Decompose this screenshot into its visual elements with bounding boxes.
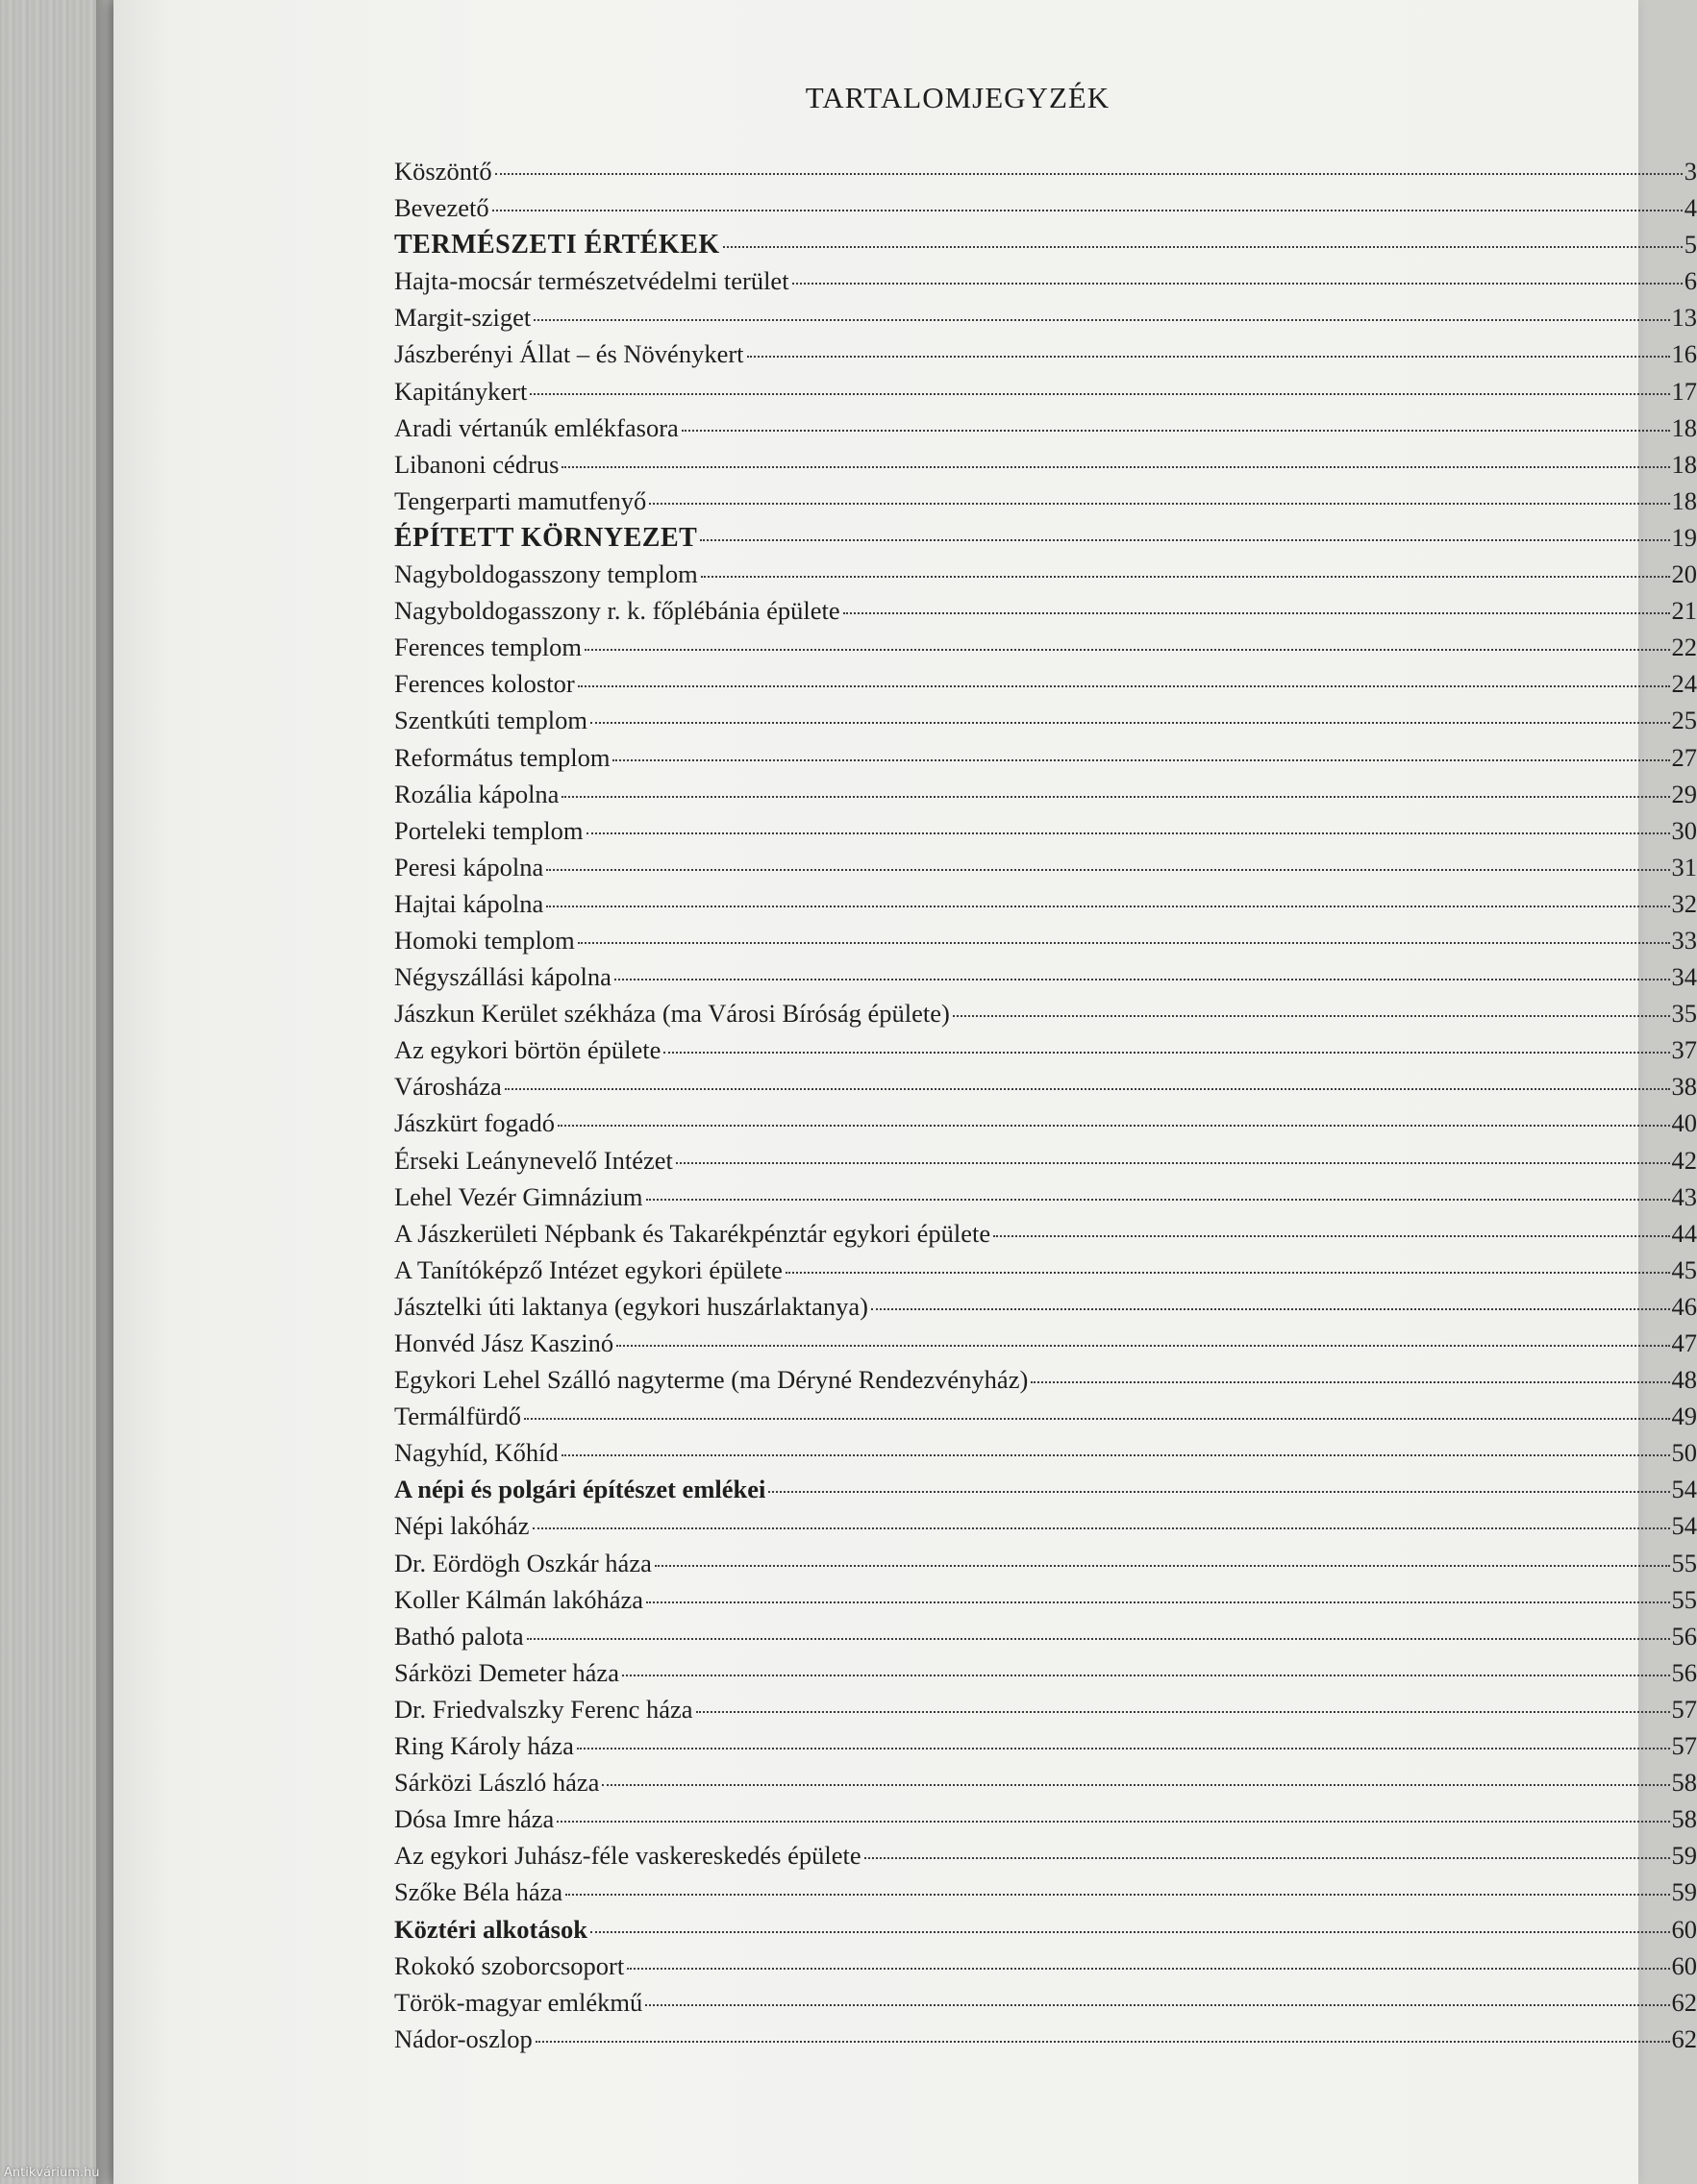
toc-entry bbox=[394, 853, 1697, 889]
toc-page-number: 46 bbox=[1671, 1291, 1697, 1321]
toc-entry-label: Koller Kálmán lakóháza bbox=[394, 1584, 643, 1614]
toc-entry bbox=[394, 1841, 1697, 1877]
toc-entry bbox=[394, 193, 1697, 230]
toc-dot-leader bbox=[701, 576, 1670, 578]
toc-entry bbox=[394, 1658, 1697, 1695]
toc-entry-label: A Tanítóképző Intézet egykori épülete bbox=[394, 1254, 783, 1284]
toc-dot-leader bbox=[495, 173, 1683, 175]
toc-dot-leader bbox=[627, 1968, 1669, 1970]
toc-page-number: 45 bbox=[1671, 1254, 1697, 1284]
toc-entry-label: Nádor-oszlop bbox=[394, 2023, 533, 2053]
toc-entry-label: Dr. Friedvalszky Ferenc háza bbox=[394, 1694, 693, 1724]
toc-entry bbox=[394, 669, 1697, 706]
toc-entry-label: Ferences templom bbox=[394, 633, 583, 662]
toc-dot-leader bbox=[558, 1125, 1669, 1127]
toc-entry bbox=[394, 486, 1697, 523]
toc-page-number: 18 bbox=[1671, 412, 1697, 442]
toc-dot-leader bbox=[505, 1088, 1670, 1090]
toc-page-number: 56 bbox=[1671, 1621, 1697, 1650]
toc-dot-leader bbox=[590, 722, 1670, 724]
toc-entry bbox=[394, 1108, 1697, 1145]
toc-entry bbox=[394, 339, 1697, 376]
toc-dot-leader bbox=[534, 319, 1669, 321]
toc-page-number: 38 bbox=[1671, 1072, 1697, 1102]
toc-entry bbox=[394, 1585, 1697, 1622]
toc-entry-label: Jászkürt fogadó bbox=[394, 1108, 556, 1138]
toc-entry-label: Porteleki templom bbox=[394, 815, 584, 845]
toc-page-number: 29 bbox=[1671, 779, 1697, 808]
toc-page-number: 50 bbox=[1671, 1438, 1697, 1468]
toc-dot-leader bbox=[602, 1784, 1669, 1786]
toc-dot-leader bbox=[768, 1491, 1669, 1493]
toc-page-number: 62 bbox=[1671, 2023, 1697, 2053]
toc-entry-label: Török-magyar emlékmű bbox=[394, 1987, 643, 2017]
toc-entry-label: A Jászkerületi Népbank és Takarékpénztár egykori épülete bbox=[394, 1218, 991, 1248]
toc-page-number: 58 bbox=[1671, 1804, 1697, 1834]
toc-page-number: 56 bbox=[1671, 1657, 1697, 1687]
toc-page-number: 21 bbox=[1671, 596, 1697, 626]
toc-entry-label: Dósa Imre háza bbox=[394, 1804, 555, 1834]
toc-dot-leader bbox=[536, 2041, 1670, 2043]
toc-page-number: 30 bbox=[1671, 815, 1697, 845]
toc-dot-leader bbox=[649, 503, 1669, 505]
toc-dot-leader bbox=[792, 283, 1683, 285]
toc-entry bbox=[394, 633, 1697, 669]
toc-dot-leader bbox=[622, 1675, 1670, 1676]
toc-entry bbox=[394, 926, 1697, 962]
toc-entry bbox=[394, 1877, 1697, 1914]
toc-entry bbox=[394, 1695, 1697, 1731]
watermark: Antikvárium.hu bbox=[4, 2166, 100, 2180]
toc-page-number: 16 bbox=[1671, 339, 1697, 369]
table-of-contents bbox=[394, 157, 1697, 2061]
toc-entry bbox=[394, 413, 1697, 450]
toc-entry-label: Rokokó szoborcsoport bbox=[394, 1950, 625, 1980]
toc-page-number: 47 bbox=[1671, 1328, 1697, 1357]
toc-entry bbox=[394, 1731, 1697, 1768]
toc-entry-label: Lehel Vezér Gimnázium bbox=[394, 1181, 643, 1211]
toc-entry-label: ÉPÍTETT KÖRNYEZET bbox=[394, 522, 698, 553]
toc-page-number: 18 bbox=[1671, 485, 1697, 515]
toc-dot-leader bbox=[492, 210, 1683, 211]
toc-entry-label: Homoki templom bbox=[394, 925, 575, 955]
toc-dot-leader bbox=[953, 1015, 1670, 1017]
toc-entry-label: Bevezető bbox=[394, 193, 489, 223]
toc-dot-leader bbox=[646, 1601, 1670, 1603]
toc-dot-leader bbox=[562, 466, 1669, 468]
toc-page-number: 17 bbox=[1671, 376, 1697, 406]
toc-entry bbox=[394, 780, 1697, 816]
toc-entry-label: Nagyhíd, Kőhíd bbox=[394, 1438, 559, 1468]
toc-page-number: 62 bbox=[1671, 1987, 1697, 2017]
toc-entry-label: Jászkun Kerület székháza (ma Városi Bíróság épülete) bbox=[394, 999, 950, 1029]
toc-section-heading bbox=[394, 230, 1697, 266]
toc-page-number: 35 bbox=[1671, 999, 1697, 1029]
toc-entry bbox=[394, 999, 1697, 1035]
toc-dot-leader bbox=[530, 393, 1669, 395]
toc-page-number: 37 bbox=[1671, 1035, 1697, 1065]
toc-dot-leader bbox=[747, 356, 1670, 358]
toc-page-number: 60 bbox=[1671, 1914, 1697, 1944]
toc-entry bbox=[394, 450, 1697, 486]
toc-entry bbox=[394, 706, 1697, 742]
toc-entry bbox=[394, 157, 1697, 193]
toc-dot-leader bbox=[590, 1931, 1670, 1933]
toc-entry bbox=[394, 1182, 1697, 1219]
toc-dot-leader bbox=[696, 1711, 1670, 1713]
toc-page-number: 49 bbox=[1671, 1402, 1697, 1431]
toc-entry-label: Aradi vértanúk emlékfasora bbox=[394, 412, 679, 442]
toc-dot-leader bbox=[546, 906, 1669, 907]
toc-page-number: 43 bbox=[1671, 1181, 1697, 1211]
toc-dot-leader bbox=[843, 612, 1670, 614]
toc-dot-leader bbox=[871, 1308, 1669, 1310]
toc-dot-leader bbox=[864, 1857, 1670, 1859]
toc-dot-leader bbox=[524, 1418, 1669, 1420]
toc-dot-leader bbox=[565, 1894, 1669, 1896]
toc-dot-leader bbox=[700, 539, 1669, 541]
toc-page-number: 33 bbox=[1671, 925, 1697, 955]
toc-entry-label: Jászberényi Állat – és Növénykert bbox=[394, 339, 744, 369]
toc-dot-leader bbox=[612, 759, 1669, 761]
toc-dot-leader bbox=[655, 1565, 1670, 1567]
toc-section-heading bbox=[394, 1475, 1697, 1511]
toc-page-number: 19 bbox=[1671, 522, 1697, 552]
toc-entry bbox=[394, 1622, 1697, 1658]
toc-page-number: 5 bbox=[1684, 230, 1697, 260]
toc-entry bbox=[394, 1035, 1697, 1072]
toc-entry bbox=[394, 1146, 1697, 1182]
toc-entry-label: Nagyboldogasszony r. k. főplébánia épülete bbox=[394, 596, 840, 626]
toc-entry bbox=[394, 1768, 1697, 1804]
toc-entry bbox=[394, 1951, 1697, 1988]
toc-entry-label: Ferences kolostor bbox=[394, 669, 575, 699]
toc-entry bbox=[394, 1072, 1697, 1108]
toc-entry bbox=[394, 1255, 1697, 1292]
toc-entry-label: Rozália kápolna bbox=[394, 779, 560, 808]
toc-entry-label: Népi lakóház bbox=[394, 1511, 530, 1541]
toc-entry-label: Az egykori börtön épülete bbox=[394, 1035, 661, 1065]
toc-dot-leader bbox=[557, 1821, 1669, 1823]
toc-entry-label: Hajta-mocsár természetvédelmi terület bbox=[394, 266, 789, 296]
toc-entry bbox=[394, 596, 1697, 633]
toc-dot-leader bbox=[527, 1638, 1670, 1640]
toc-entry-label: Érseki Leánynevelő Intézet bbox=[394, 1145, 673, 1175]
toc-entry-label: Bathó palota bbox=[394, 1621, 524, 1650]
toc-dot-leader bbox=[1031, 1381, 1669, 1383]
toc-entry-label: Hajtai kápolna bbox=[394, 888, 544, 918]
toc-entry bbox=[394, 1365, 1697, 1402]
toc-page-number: 27 bbox=[1671, 742, 1697, 772]
toc-dot-leader bbox=[586, 832, 1670, 834]
toc-dot-leader bbox=[682, 430, 1670, 432]
toc-entry-label: Kapitánykert bbox=[394, 376, 528, 406]
toc-entry bbox=[394, 1804, 1697, 1841]
toc-entry-label: Köztéri alkotások bbox=[394, 1914, 587, 1944]
toc-dot-leader bbox=[645, 2004, 1669, 2006]
toc-entry-label: Szentkúti templom bbox=[394, 706, 587, 735]
toc-dot-leader bbox=[533, 1527, 1670, 1529]
toc-page-number: 59 bbox=[1671, 1841, 1697, 1871]
toc-dot-leader bbox=[546, 869, 1669, 871]
toc-page-number: 24 bbox=[1671, 669, 1697, 699]
toc-entry bbox=[394, 1328, 1697, 1365]
toc-page-number: 25 bbox=[1671, 706, 1697, 735]
toc-dot-leader bbox=[614, 979, 1670, 980]
toc-entry bbox=[394, 2024, 1697, 2061]
toc-dot-leader bbox=[993, 1235, 1669, 1237]
toc-dot-leader bbox=[578, 942, 1670, 944]
toc-entry-label: Köszöntő bbox=[394, 157, 492, 186]
toc-entry-label: Honvéd Jász Kaszinó bbox=[394, 1328, 614, 1357]
toc-page-number: 3 bbox=[1684, 157, 1697, 186]
toc-page-number: 42 bbox=[1671, 1145, 1697, 1175]
toc-entry-label: A népi és polgári építészet emlékei bbox=[394, 1475, 766, 1504]
toc-entry-label: Margit-sziget bbox=[394, 303, 532, 333]
toc-dot-leader bbox=[562, 1454, 1670, 1456]
toc-entry-label: Tengerparti mamutfenyő bbox=[394, 485, 647, 515]
toc-entry bbox=[394, 1219, 1697, 1255]
toc-entry bbox=[394, 559, 1697, 596]
toc-entry-label: Libanoni cédrus bbox=[394, 449, 560, 479]
toc-page-number: 40 bbox=[1671, 1108, 1697, 1138]
toc-entry bbox=[394, 889, 1697, 926]
toc-entry bbox=[394, 1549, 1697, 1585]
toc-page-number: 4 bbox=[1684, 193, 1697, 223]
toc-section-heading bbox=[394, 1915, 1697, 1951]
toc-page-number: 57 bbox=[1671, 1694, 1697, 1724]
book-page bbox=[113, 0, 1697, 2184]
toc-dot-leader bbox=[577, 1748, 1670, 1750]
toc-entry-label: Egykori Lehel Szálló nagyterme (ma Déryné Rendezvényház) bbox=[394, 1365, 1029, 1395]
toc-page-number: 54 bbox=[1671, 1475, 1697, 1504]
toc-page-number: 18 bbox=[1671, 449, 1697, 479]
toc-entry-label: Dr. Eördögh Oszkár háza bbox=[394, 1548, 652, 1577]
toc-page-number: 20 bbox=[1671, 559, 1697, 589]
toc-dot-leader bbox=[676, 1162, 1670, 1164]
toc-entry-label: Sárközi Demeter háza bbox=[394, 1657, 619, 1687]
toc-entry-label: Ring Károly háza bbox=[394, 1731, 574, 1761]
toc-entry bbox=[394, 377, 1697, 413]
toc-entry bbox=[394, 1988, 1697, 2024]
toc-entry bbox=[394, 962, 1697, 999]
toc-entry bbox=[394, 1292, 1697, 1328]
toc-dot-leader bbox=[585, 649, 1669, 651]
toc-entry-label: Az egykori Juhász-féle vaskereskedés épülete bbox=[394, 1841, 861, 1871]
book-spine bbox=[96, 0, 113, 2184]
toc-dot-leader bbox=[663, 1052, 1669, 1054]
toc-entry-label: Sárközi László háza bbox=[394, 1768, 600, 1798]
toc-entry-label: Református templom bbox=[394, 742, 611, 772]
toc-page-number: 13 bbox=[1671, 303, 1697, 333]
toc-page-number: 22 bbox=[1671, 633, 1697, 662]
toc-page-number: 31 bbox=[1671, 852, 1697, 881]
toc-dot-leader bbox=[578, 685, 1670, 687]
toc-entry bbox=[394, 816, 1697, 853]
toc-page-number: 54 bbox=[1671, 1511, 1697, 1541]
toc-entry bbox=[394, 266, 1697, 303]
page-title: TARTALOMJEGYZÉK bbox=[805, 81, 1111, 114]
toc-entry-label: Négyszállási kápolna bbox=[394, 962, 611, 992]
toc-page-number: 60 bbox=[1671, 1950, 1697, 1980]
toc-entry bbox=[394, 303, 1697, 339]
toc-entry bbox=[394, 1402, 1697, 1438]
toc-dot-leader bbox=[616, 1345, 1669, 1347]
toc-page-number: 57 bbox=[1671, 1731, 1697, 1761]
toc-page-number: 55 bbox=[1671, 1584, 1697, 1614]
toc-entry-label: Jásztelki úti laktanya (egykori huszárlaktanya) bbox=[394, 1291, 869, 1321]
toc-entry-label: Szőke Béla háza bbox=[394, 1877, 563, 1907]
toc-page-number: 58 bbox=[1671, 1768, 1697, 1798]
toc-page-number: 48 bbox=[1671, 1365, 1697, 1395]
toc-dot-leader bbox=[646, 1199, 1670, 1201]
toc-entry-label: TERMÉSZETI ÉRTÉKEK bbox=[394, 230, 720, 261]
toc-entry-label: Termálfürdő bbox=[394, 1402, 522, 1431]
toc-section-heading bbox=[394, 523, 1697, 559]
toc-entry-label: Nagyboldogasszony templom bbox=[394, 559, 698, 589]
toc-page-number: 44 bbox=[1671, 1218, 1697, 1248]
toc-entry-label: Peresi kápolna bbox=[394, 852, 544, 881]
toc-dot-leader bbox=[723, 246, 1683, 248]
toc-entry-label: Városháza bbox=[394, 1072, 502, 1102]
toc-page-number: 6 bbox=[1684, 266, 1697, 296]
toc-page-number: 34 bbox=[1671, 962, 1697, 992]
toc-page-number: 59 bbox=[1671, 1877, 1697, 1907]
toc-entry bbox=[394, 743, 1697, 780]
toc-entry bbox=[394, 1438, 1697, 1475]
toc-dot-leader bbox=[562, 796, 1669, 798]
toc-page-number: 32 bbox=[1671, 888, 1697, 918]
toc-dot-leader bbox=[786, 1272, 1670, 1274]
toc-page-number: 55 bbox=[1671, 1548, 1697, 1577]
toc-entry bbox=[394, 1511, 1697, 1548]
